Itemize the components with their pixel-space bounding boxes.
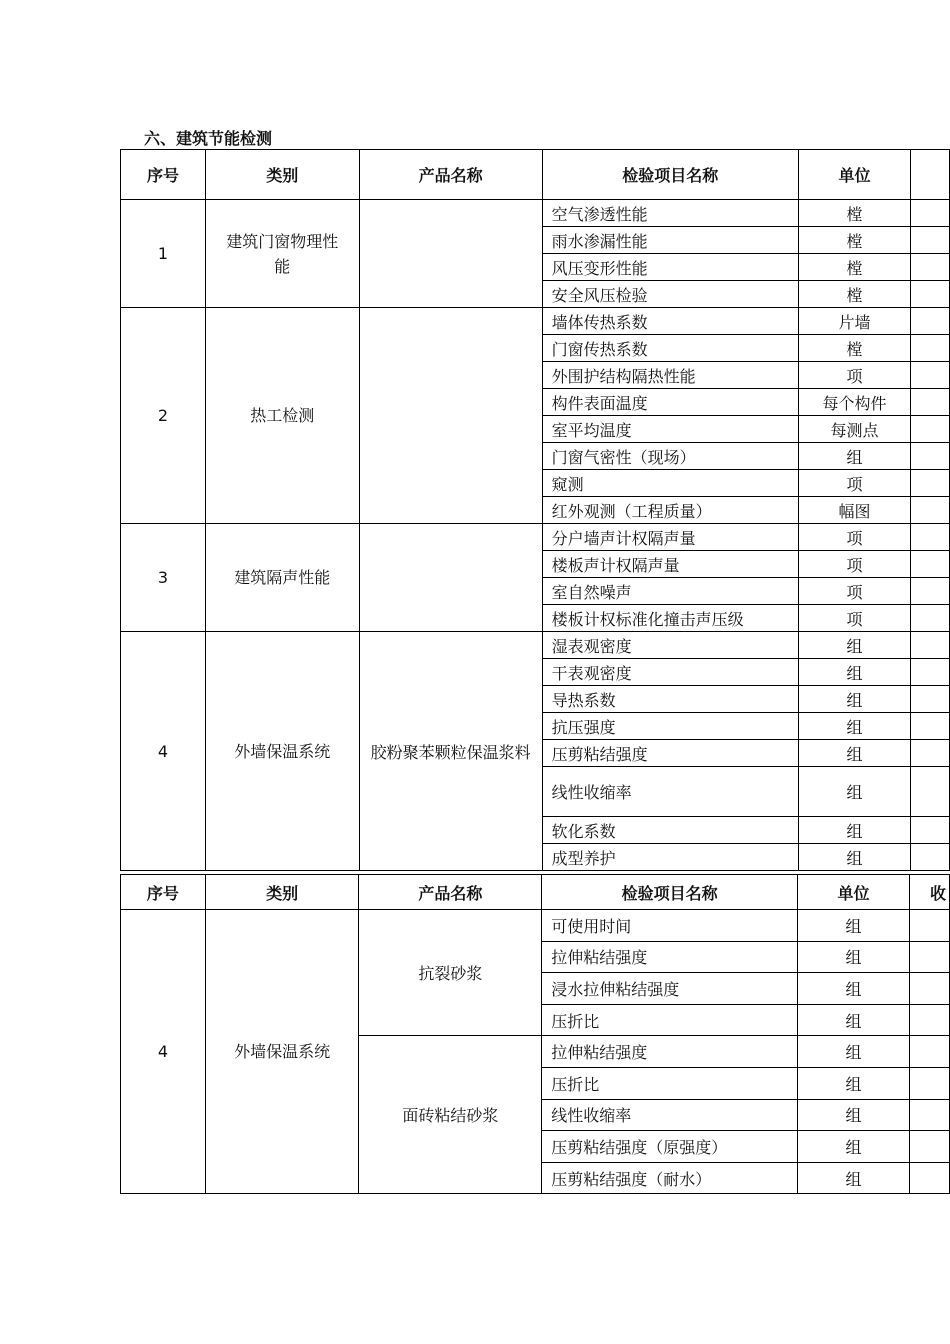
test-item-cell: 导热系数 <box>542 686 798 713</box>
extra-cell <box>911 713 950 740</box>
unit-cell: 项 <box>798 551 910 578</box>
table-row <box>121 200 950 227</box>
extra-cell <box>911 227 950 254</box>
unit-cell: 组 <box>798 1036 910 1068</box>
unit-cell: 组 <box>798 1004 910 1036</box>
unit-cell: 组 <box>798 443 910 470</box>
header-extra: 收 <box>910 875 950 910</box>
category-cell: 热工检测 <box>205 308 359 524</box>
test-item-cell: 安全风压检验 <box>542 281 798 308</box>
header-item: 检验项目名称 <box>542 875 798 910</box>
unit-cell: 组 <box>798 632 910 659</box>
extra-cell <box>911 578 950 605</box>
test-item-cell: 成型养护 <box>542 844 798 871</box>
table-header-row <box>121 150 950 200</box>
product-cell: 抗裂砂浆 <box>359 910 542 1036</box>
test-item-cell: 风压变形性能 <box>542 254 798 281</box>
extra-cell <box>911 254 950 281</box>
product-cell <box>359 200 542 308</box>
unit-cell: 组 <box>798 686 910 713</box>
extra-cell <box>910 1036 950 1068</box>
extra-cell <box>911 470 950 497</box>
test-item-cell: 可使用时间 <box>542 910 798 942</box>
test-item-cell: 门窗气密性（现场） <box>542 443 798 470</box>
unit-cell: 项 <box>798 578 910 605</box>
extra-cell <box>910 910 950 942</box>
unit-cell: 组 <box>798 844 910 871</box>
unit-cell: 幅图 <box>798 497 910 524</box>
unit-cell: 樘 <box>798 281 910 308</box>
test-item-cell: 线性收缩率 <box>542 767 798 817</box>
energy-test-table-continued <box>120 874 950 1194</box>
test-item-cell: 窥测 <box>542 470 798 497</box>
unit-cell: 组 <box>798 973 910 1005</box>
test-item-cell: 室平均温度 <box>542 416 798 443</box>
unit-cell: 项 <box>798 470 910 497</box>
header-category: 类别 <box>205 875 359 910</box>
test-item-cell: 楼板声计权隔声量 <box>542 551 798 578</box>
test-item-cell: 分户墙声计权隔声量 <box>542 524 798 551</box>
test-item-cell: 压折比 <box>542 1004 798 1036</box>
header-category: 类别 <box>205 150 359 200</box>
test-item-cell: 拉伸粘结强度 <box>542 1036 798 1068</box>
extra-cell <box>910 1067 950 1099</box>
table-header-row <box>121 875 950 910</box>
unit-cell: 组 <box>798 740 910 767</box>
test-item-cell: 雨水渗漏性能 <box>542 227 798 254</box>
table-row <box>121 308 950 335</box>
section-title: 六、建筑节能检测 <box>144 129 273 148</box>
unit-cell: 组 <box>798 1131 910 1163</box>
unit-cell: 组 <box>798 817 910 844</box>
unit-cell: 组 <box>798 910 910 942</box>
header-item: 检验项目名称 <box>542 150 798 200</box>
header-extra <box>911 150 950 200</box>
test-item-cell: 门窗传热系数 <box>542 335 798 362</box>
extra-cell <box>911 443 950 470</box>
unit-cell: 项 <box>798 605 910 632</box>
test-item-cell: 线性收缩率 <box>542 1099 798 1131</box>
table-row <box>121 632 950 659</box>
extra-cell <box>911 767 950 817</box>
row-number: 2 <box>121 308 206 524</box>
extra-cell <box>911 200 950 227</box>
category-cell: 建筑门窗物理性能 <box>205 200 359 308</box>
extra-cell <box>911 817 950 844</box>
test-item-cell: 压剪粘结强度 <box>542 740 798 767</box>
test-item-cell: 外围护结构隔热性能 <box>542 362 798 389</box>
test-item-cell: 室自然噪声 <box>542 578 798 605</box>
extra-cell <box>910 1004 950 1036</box>
category-cell: 建筑隔声性能 <box>205 524 359 632</box>
extra-cell <box>911 281 950 308</box>
unit-cell: 组 <box>798 713 910 740</box>
header-product: 产品名称 <box>359 875 542 910</box>
header-unit: 单位 <box>798 875 910 910</box>
row-number: 4 <box>121 632 206 871</box>
test-item-cell: 干表观密度 <box>542 659 798 686</box>
energy-test-table <box>120 149 950 871</box>
unit-cell: 组 <box>798 1067 910 1099</box>
extra-cell <box>911 844 950 871</box>
unit-cell: 组 <box>798 1162 910 1194</box>
extra-cell <box>910 973 950 1005</box>
row-number: 3 <box>121 524 206 632</box>
unit-cell: 片墙 <box>798 308 910 335</box>
category-cell: 外墙保温系统 <box>205 910 359 1194</box>
extra-cell <box>910 941 950 973</box>
row-number: 1 <box>121 200 206 308</box>
unit-cell: 每测点 <box>798 416 910 443</box>
extra-cell <box>911 389 950 416</box>
product-cell: 面砖粘结砂浆 <box>359 1036 542 1194</box>
extra-cell <box>911 416 950 443</box>
extra-cell <box>911 632 950 659</box>
extra-cell <box>911 740 950 767</box>
test-item-cell: 浸水拉伸粘结强度 <box>542 973 798 1005</box>
unit-cell: 组 <box>798 941 910 973</box>
test-item-cell: 湿表观密度 <box>542 632 798 659</box>
test-item-cell: 压剪粘结强度（耐水） <box>542 1162 798 1194</box>
extra-cell <box>911 497 950 524</box>
extra-cell <box>911 605 950 632</box>
extra-cell <box>911 308 950 335</box>
table-row <box>121 910 950 942</box>
test-item-cell: 构件表面温度 <box>542 389 798 416</box>
test-item-cell: 墙体传热系数 <box>542 308 798 335</box>
unit-cell: 组 <box>798 1099 910 1131</box>
extra-cell <box>911 362 950 389</box>
header-unit: 单位 <box>798 150 910 200</box>
test-item-cell: 红外观测（工程质量） <box>542 497 798 524</box>
extra-cell <box>911 659 950 686</box>
table-row <box>121 524 950 551</box>
extra-cell <box>911 524 950 551</box>
test-item-cell: 软化系数 <box>542 817 798 844</box>
unit-cell: 项 <box>798 524 910 551</box>
unit-cell: 组 <box>798 659 910 686</box>
extra-cell <box>910 1162 950 1194</box>
test-item-cell: 抗压强度 <box>542 713 798 740</box>
test-item-cell: 压折比 <box>542 1067 798 1099</box>
extra-cell <box>911 686 950 713</box>
header-no: 序号 <box>121 875 206 910</box>
unit-cell: 项 <box>798 362 910 389</box>
test-item-cell: 拉伸粘结强度 <box>542 941 798 973</box>
test-item-cell: 压剪粘结强度（原强度） <box>542 1131 798 1163</box>
unit-cell: 樘 <box>798 227 910 254</box>
header-product: 产品名称 <box>359 150 542 200</box>
header-no: 序号 <box>121 150 206 200</box>
unit-cell: 每个构件 <box>798 389 910 416</box>
extra-cell <box>911 335 950 362</box>
category-cell: 外墙保温系统 <box>205 632 359 871</box>
unit-cell: 樘 <box>798 335 910 362</box>
extra-cell <box>910 1099 950 1131</box>
unit-cell: 樘 <box>798 254 910 281</box>
extra-cell <box>910 1131 950 1163</box>
extra-cell <box>911 551 950 578</box>
unit-cell: 樘 <box>798 200 910 227</box>
unit-cell: 组 <box>798 767 910 817</box>
product-cell <box>359 524 542 632</box>
row-number: 4 <box>121 910 206 1194</box>
product-cell <box>359 308 542 524</box>
test-item-cell: 楼板计权标准化撞击声压级 <box>542 605 798 632</box>
test-item-cell: 空气渗透性能 <box>542 200 798 227</box>
product-cell: 胶粉聚苯颗粒保温浆料 <box>359 632 542 871</box>
